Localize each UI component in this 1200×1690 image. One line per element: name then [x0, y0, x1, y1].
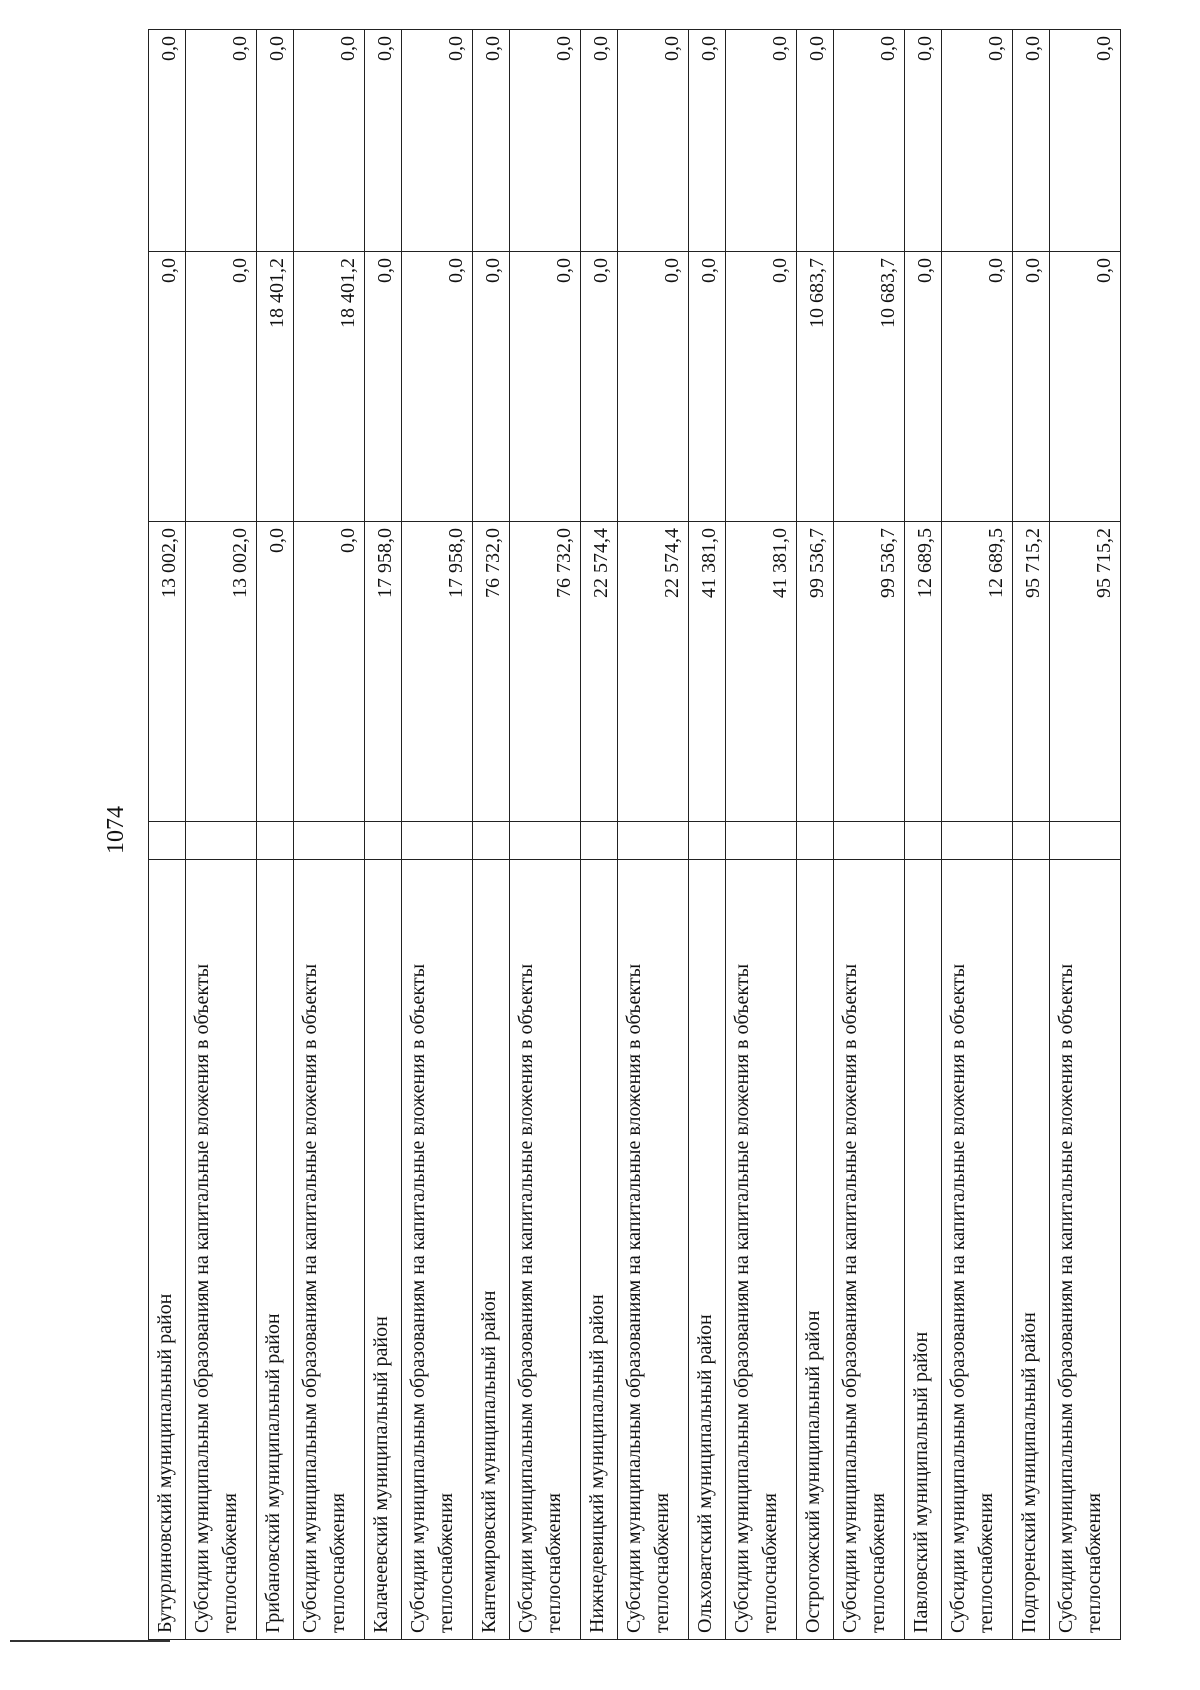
blank-cell [797, 822, 834, 860]
amount-cell-2: 18 401,2 [294, 252, 365, 522]
blank-cell [726, 822, 797, 860]
amount-cell-1: 13 002,0 [149, 522, 186, 822]
page-number: 1074 [103, 806, 129, 854]
amount-cell-3: 0,0 [473, 30, 510, 252]
row-name-cell: Субсидии муниципальным образованиям на капитальные вложения в объекты теплоснабжения [834, 860, 905, 1640]
amount-cell-2: 0,0 [186, 252, 257, 522]
footer-rule [10, 1640, 170, 1642]
table-row [1013, 30, 1050, 1640]
table-row [510, 30, 581, 1640]
amount-cell-2: 0,0 [726, 252, 797, 522]
amount-cell-2: 0,0 [689, 252, 726, 522]
table-body [149, 30, 1121, 1640]
table-row [1050, 30, 1121, 1640]
amount-cell-1: 17 958,0 [402, 522, 473, 822]
amount-cell-1: 41 381,0 [726, 522, 797, 822]
row-name-cell: Подгоренский муниципальный район [1013, 860, 1050, 1640]
row-name-cell: Бутурлиновский муниципальный район [149, 860, 186, 1640]
amount-cell-3: 0,0 [149, 30, 186, 252]
row-name-cell: Нижнедевицкий муниципальный район [581, 860, 618, 1640]
table-row [402, 30, 473, 1640]
blank-cell [402, 822, 473, 860]
amount-cell-1: 99 536,7 [834, 522, 905, 822]
blank-cell [1050, 822, 1121, 860]
amount-cell-3: 0,0 [905, 30, 942, 252]
table-row [618, 30, 689, 1640]
table-row [726, 30, 797, 1640]
row-name-cell: Субсидии муниципальным образованиям на капитальные вложения в объекты теплоснабжения [186, 860, 257, 1640]
table-row [581, 30, 618, 1640]
row-name-cell: Субсидии муниципальным образованиям на капитальные вложения в объекты теплоснабжения [618, 860, 689, 1640]
table-row [689, 30, 726, 1640]
blank-cell [1013, 822, 1050, 860]
amount-cell-2: 0,0 [1013, 252, 1050, 522]
amount-cell-1: 95 715,2 [1013, 522, 1050, 822]
amount-cell-2: 18 401,2 [257, 252, 294, 522]
blank-cell [905, 822, 942, 860]
amount-cell-1: 22 574,4 [618, 522, 689, 822]
amount-cell-3: 0,0 [581, 30, 618, 252]
table-row [257, 30, 294, 1640]
table-row [942, 30, 1013, 1640]
row-name-cell: Субсидии муниципальным образованиям на капитальные вложения в объекты теплоснабжения [510, 860, 581, 1640]
row-name-cell: Калачеевский муниципальный район [365, 860, 402, 1640]
amount-cell-1: 76 732,0 [510, 522, 581, 822]
table-row [834, 30, 905, 1640]
amount-cell-3: 0,0 [834, 30, 905, 252]
amount-cell-3: 0,0 [402, 30, 473, 252]
row-name-cell: Ольховатский муниципальный район [689, 860, 726, 1640]
rotated-table-container [148, 30, 1115, 1640]
amount-cell-2: 0,0 [905, 252, 942, 522]
amount-cell-3: 0,0 [797, 30, 834, 252]
table-row [149, 30, 186, 1640]
amount-cell-3: 0,0 [257, 30, 294, 252]
blank-cell [186, 822, 257, 860]
amount-cell-1: 0,0 [257, 522, 294, 822]
row-name-cell: Субсидии муниципальным образованиям на капитальные вложения в объекты теплоснабжения [942, 860, 1013, 1640]
amount-cell-1: 41 381,0 [689, 522, 726, 822]
budget-table [148, 29, 1121, 1640]
blank-cell [149, 822, 186, 860]
amount-cell-3: 0,0 [186, 30, 257, 252]
row-name-cell: Грибановский муниципальный район [257, 860, 294, 1640]
amount-cell-1: 12 689,5 [905, 522, 942, 822]
amount-cell-3: 0,0 [1050, 30, 1121, 252]
table-row [797, 30, 834, 1640]
amount-cell-1: 99 536,7 [797, 522, 834, 822]
amount-cell-2: 0,0 [402, 252, 473, 522]
amount-cell-2: 0,0 [365, 252, 402, 522]
table-row [186, 30, 257, 1640]
blank-cell [618, 822, 689, 860]
amount-cell-1: 76 732,0 [473, 522, 510, 822]
blank-cell [689, 822, 726, 860]
amount-cell-2: 10 683,7 [834, 252, 905, 522]
amount-cell-3: 0,0 [1013, 30, 1050, 252]
blank-cell [581, 822, 618, 860]
amount-cell-3: 0,0 [510, 30, 581, 252]
row-name-cell: Острогожский муниципальный район [797, 860, 834, 1640]
table-row [905, 30, 942, 1640]
amount-cell-2: 10 683,7 [797, 252, 834, 522]
blank-cell [365, 822, 402, 860]
amount-cell-2: 0,0 [1050, 252, 1121, 522]
amount-cell-2: 0,0 [942, 252, 1013, 522]
row-name-cell: Павловский муниципальный район [905, 860, 942, 1640]
amount-cell-3: 0,0 [618, 30, 689, 252]
row-name-cell: Субсидии муниципальным образованиям на капитальные вложения в объекты теплоснабжения [294, 860, 365, 1640]
table-row [365, 30, 402, 1640]
amount-cell-2: 0,0 [581, 252, 618, 522]
amount-cell-3: 0,0 [365, 30, 402, 252]
amount-cell-1: 95 715,2 [1050, 522, 1121, 822]
blank-cell [294, 822, 365, 860]
amount-cell-3: 0,0 [726, 30, 797, 252]
blank-cell [257, 822, 294, 860]
row-name-cell: Субсидии муниципальным образованиям на капитальные вложения в объекты теплоснабжения [1050, 860, 1121, 1640]
amount-cell-3: 0,0 [942, 30, 1013, 252]
amount-cell-2: 0,0 [473, 252, 510, 522]
amount-cell-1: 0,0 [294, 522, 365, 822]
amount-cell-1: 12 689,5 [942, 522, 1013, 822]
blank-cell [942, 822, 1013, 860]
blank-cell [510, 822, 581, 860]
amount-cell-1: 22 574,4 [581, 522, 618, 822]
amount-cell-2: 0,0 [618, 252, 689, 522]
amount-cell-2: 0,0 [510, 252, 581, 522]
amount-cell-1: 13 002,0 [186, 522, 257, 822]
amount-cell-1: 17 958,0 [365, 522, 402, 822]
table-row [294, 30, 365, 1640]
blank-cell [473, 822, 510, 860]
amount-cell-3: 0,0 [689, 30, 726, 252]
row-name-cell: Кантемировский муниципальный район [473, 860, 510, 1640]
table-row [473, 30, 510, 1640]
amount-cell-2: 0,0 [149, 252, 186, 522]
blank-cell [834, 822, 905, 860]
amount-cell-3: 0,0 [294, 30, 365, 252]
row-name-cell: Субсидии муниципальным образованиям на капитальные вложения в объекты теплоснабжения [402, 860, 473, 1640]
row-name-cell: Субсидии муниципальным образованиям на капитальные вложения в объекты теплоснабжения [726, 860, 797, 1640]
